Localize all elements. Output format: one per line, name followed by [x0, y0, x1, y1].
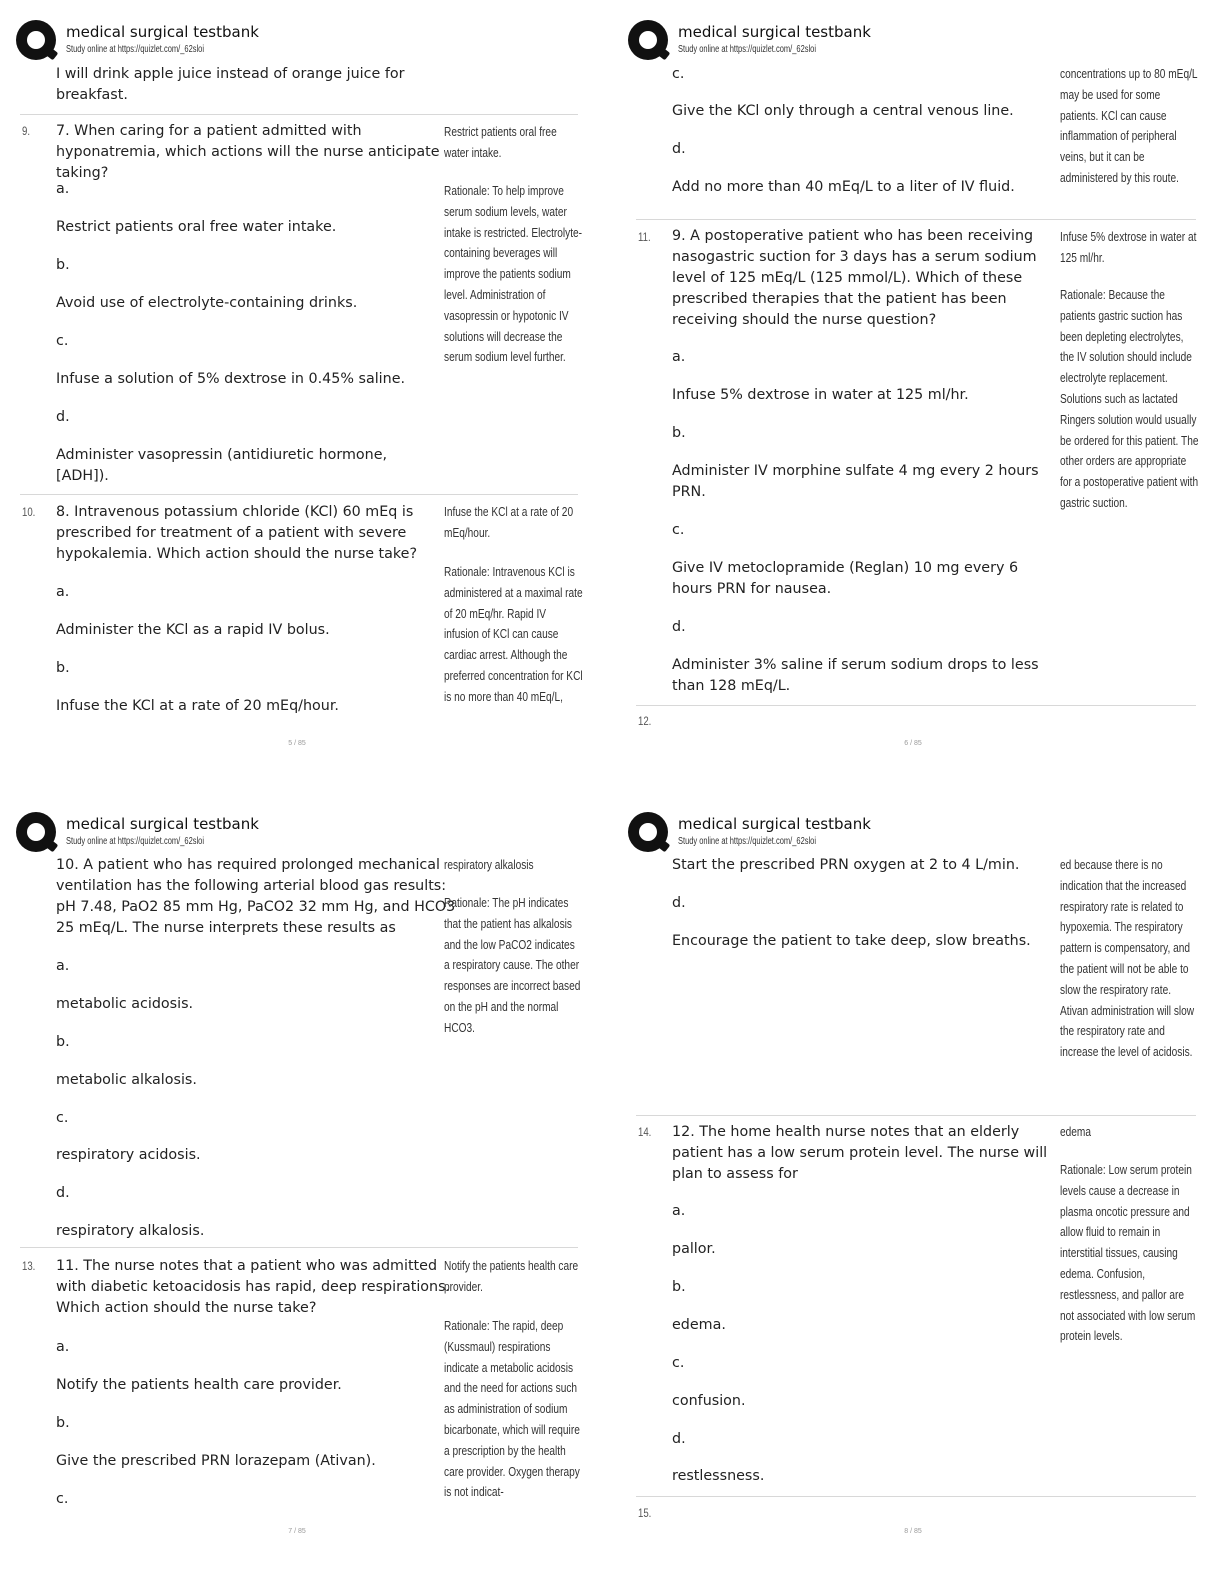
option-label: d. — [672, 141, 686, 157]
option-text: metabolic alkalosis. — [56, 1072, 197, 1088]
divider — [20, 494, 578, 495]
option-text: Administer IV morphine sulfate 4 mg every 2 hours PRN. — [672, 463, 1039, 500]
option-label: b. — [672, 425, 686, 441]
rationale-text: Rationale: The rapid, deep (Kussmaul) respirations indicate a metabolic acidosis and the need for actions such as administration of sodium bicarbonate, which will require a prescription by the health care provider. Oxygen therapy is not indicat- — [444, 1318, 580, 1500]
answer-text: edema — [1060, 1124, 1092, 1139]
option-label: b. — [56, 257, 70, 273]
divider — [636, 1496, 1196, 1497]
question-text: 11. The nurse notes that a patient who was admitted with diabetic ketoacidosis has rapid, deep respirations. Which action should the nurse take? — [56, 1258, 451, 1316]
header-title: medical surgical testbank — [66, 23, 259, 41]
question-number: 9. — [22, 124, 31, 138]
option-text: edema. — [672, 1317, 726, 1333]
option-label: b. — [56, 660, 70, 676]
question-text: 9. A postoperative patient who has been receiving nasogastric suction for 3 days has a serum sodium level of 125 mEq/L (125 mmol/L). Which of these prescribed therapies that the patient has been receiving should the nurse question? — [672, 228, 1037, 328]
question-text: 12. The home health nurse notes that an elderly patient has a low serum protein level. The nurse will plan to assess for — [672, 1124, 1048, 1182]
header-title: medical surgical testbank — [66, 815, 259, 833]
option-text: respiratory alkalosis. — [56, 1223, 205, 1239]
option-label: c. — [56, 1110, 69, 1126]
option-label: c. — [672, 66, 685, 82]
option-label: d. — [56, 1185, 70, 1201]
option-label: c. — [56, 333, 69, 349]
option-label: b. — [672, 1279, 686, 1295]
divider — [636, 705, 1196, 706]
option-text: Give the prescribed PRN lorazepam (Ativan). — [56, 1453, 376, 1469]
option-label: a. — [56, 958, 70, 974]
option-label: a. — [672, 1203, 686, 1219]
answer-text: respiratory alkalosis — [444, 857, 534, 872]
question-number: 11. — [638, 230, 651, 244]
option-text: Restrict patients oral free water intake. — [56, 219, 337, 235]
question-text: 10. A patient who has required prolonged mechanical ventilation has the following arterial blood gas results: pH 7.48, PaO2 85 mm Hg, PaCO2 32 mm Hg, and HCO3 25 mEq/L. The nurse interprets these results as — [56, 857, 456, 936]
page-header — [626, 20, 1196, 64]
question-number: 12. — [638, 714, 652, 728]
option-text: Administer vasopressin (antidiuretic hormone, [ADH]). — [56, 447, 388, 484]
option-label: d. — [672, 619, 686, 635]
header-subtitle: Study online at https://quizlet.com/_62sloi — [678, 836, 816, 847]
option-text: Infuse a solution of 5% dextrose in 0.45% saline. — [56, 371, 406, 387]
question-number: 10. — [22, 505, 36, 519]
option-label: c. — [672, 522, 685, 538]
document-page-5 — [0, 0, 612, 792]
page-number: 5 / 85 — [288, 740, 306, 747]
option-text: pallor. — [672, 1241, 716, 1257]
page-number: 6 / 85 — [904, 740, 922, 747]
option-text: Administer the KCl as a rapid IV bolus. — [56, 622, 330, 638]
divider — [20, 114, 578, 115]
rationale-text: Rationale: The pH indicates that the patient has alkalosis and the low PaCO2 indicates a respiratory cause. The other responses are incorrect based on the pH and the normal HCO3. — [444, 895, 581, 1035]
answer-text: Infuse the KCl at a rate of 20 mEq/hour. — [444, 504, 574, 540]
option-label: b. — [56, 1034, 70, 1050]
option-label: b. — [56, 1415, 70, 1431]
rationale-text: Rationale: Because the patients gastric suction has been depleting electrolytes, the IV solution should include electrolyte replacement. Solutions such as lactated Ringers solution would usually be ordered for this patient. The other orders are appropriate for a postoperative patient with gastric suction. — [1060, 287, 1199, 510]
page-number: 8 / 85 — [904, 1528, 922, 1535]
question-number: 13. — [22, 1259, 36, 1273]
rationale-text: Rationale: Low serum protein levels cause a decrease in plasma oncotic pressure and allow fluid to remain in interstitial tissues, causing edema. Confusion, restlessness, and pallor are not associated with low serum protein levels. — [1060, 1162, 1196, 1344]
question-text: 7. When caring for a patient admitted with hyponatremia, which actions will the nurse anticipate taking? — [56, 123, 440, 181]
document-page-7 — [0, 792, 612, 1584]
header-subtitle: Study online at https://quizlet.com/_62sloi — [66, 44, 204, 55]
option-text: Infuse 5% dextrose in water at 125 ml/hr. — [672, 387, 969, 403]
option-text: Give IV metoclopramide (Reglan) 10 mg every 6 hours PRN for nausea. — [672, 560, 1019, 597]
rationale-text: Rationale: Intravenous KCl is administered at a maximal rate of 20 mEq/hr. Rapid IV infusion of KCl can cause cardiac arrest. Although the preferred concentration for KCl is no more than 40 mEq/L, — [444, 564, 583, 704]
option-text: Notify the patients health care provider. — [56, 1377, 342, 1393]
option-text: Give the KCl only through a central venous line. — [672, 103, 1014, 119]
option-text: metabolic acidosis. — [56, 996, 194, 1012]
rationale-continued: ed because there is no indication that the increased respiratory rate is related to hypoxemia. The respiratory pattern is compensatory, and the patient will not be able to slow the respiratory rate. Ativan administration will slow the respiratory rate and increase the level of acidosis. — [1060, 857, 1195, 1060]
option-label: c. — [672, 1355, 685, 1371]
answer-text: Notify the patients health care provider. — [444, 1258, 579, 1294]
header-title: medical surgical testbank — [678, 815, 871, 833]
option-label: a. — [56, 584, 70, 600]
option-label: a. — [56, 1339, 70, 1355]
option-text: restlessness. — [672, 1468, 765, 1484]
option-text: Encourage the patient to take deep, slow breaths. — [672, 933, 1031, 949]
option-text: Avoid use of electrolyte-containing drinks. — [56, 295, 358, 311]
header-title: medical surgical testbank — [678, 23, 871, 41]
answer-text: Restrict patients oral free water intake. — [444, 124, 557, 160]
option-label: d. — [672, 895, 686, 911]
option-label: c. — [56, 1491, 69, 1507]
option-text: confusion. — [672, 1393, 746, 1409]
divider — [636, 219, 1196, 220]
option-text: Administer 3% saline if serum sodium drops to less than 128 mEq/L. — [672, 657, 1039, 694]
option-text: Start the prescribed PRN oxygen at 2 to 4 L/min. — [672, 857, 1020, 873]
top-text: I will drink apple juice instead of orange juice for breakfast. — [56, 66, 405, 103]
question-text: 8. Intravenous potassium chloride (KCl) 60 mEq is prescribed for treatment of a patient with severe hypokalemia. Which action should the nurse take? — [56, 504, 418, 562]
document-page-8 — [612, 792, 1224, 1584]
option-label: a. — [56, 181, 70, 197]
option-text: Infuse the KCl at a rate of 20 mEq/hour. — [56, 698, 339, 714]
header-subtitle: Study online at https://quizlet.com/_62sloi — [678, 44, 816, 55]
rationale-text: Rationale: To help improve serum sodium levels, water intake is restricted. Electrolyte-containing beverages will improve the patients sodium level. Administration of vasopressin or hypotonic IV solutions will decrease the serum sodium level further. — [444, 183, 583, 365]
page-header — [626, 812, 1196, 856]
rationale-continued: concentrations up to 80 mEq/L may be used for some patients. KCl can cause inflammation of peripheral veins, but it can be administered by this route. — [1060, 66, 1198, 185]
page-header — [14, 20, 584, 64]
option-label: d. — [56, 409, 70, 425]
question-number: 14. — [638, 1125, 652, 1139]
question-number: 15. — [638, 1506, 652, 1520]
document-page-6 — [612, 0, 1224, 792]
option-label: d. — [672, 1431, 686, 1447]
header-subtitle: Study online at https://quizlet.com/_62sloi — [66, 836, 204, 847]
page-number: 7 / 85 — [288, 1528, 306, 1535]
answer-text: Infuse 5% dextrose in water at 125 ml/hr. — [1060, 229, 1197, 265]
divider — [20, 1247, 578, 1248]
option-label: a. — [672, 349, 686, 365]
divider — [636, 1115, 1196, 1116]
option-text: respiratory acidosis. — [56, 1147, 201, 1163]
page-header — [14, 812, 584, 856]
option-text: Add no more than 40 mEq/L to a liter of IV fluid. — [672, 179, 1015, 195]
